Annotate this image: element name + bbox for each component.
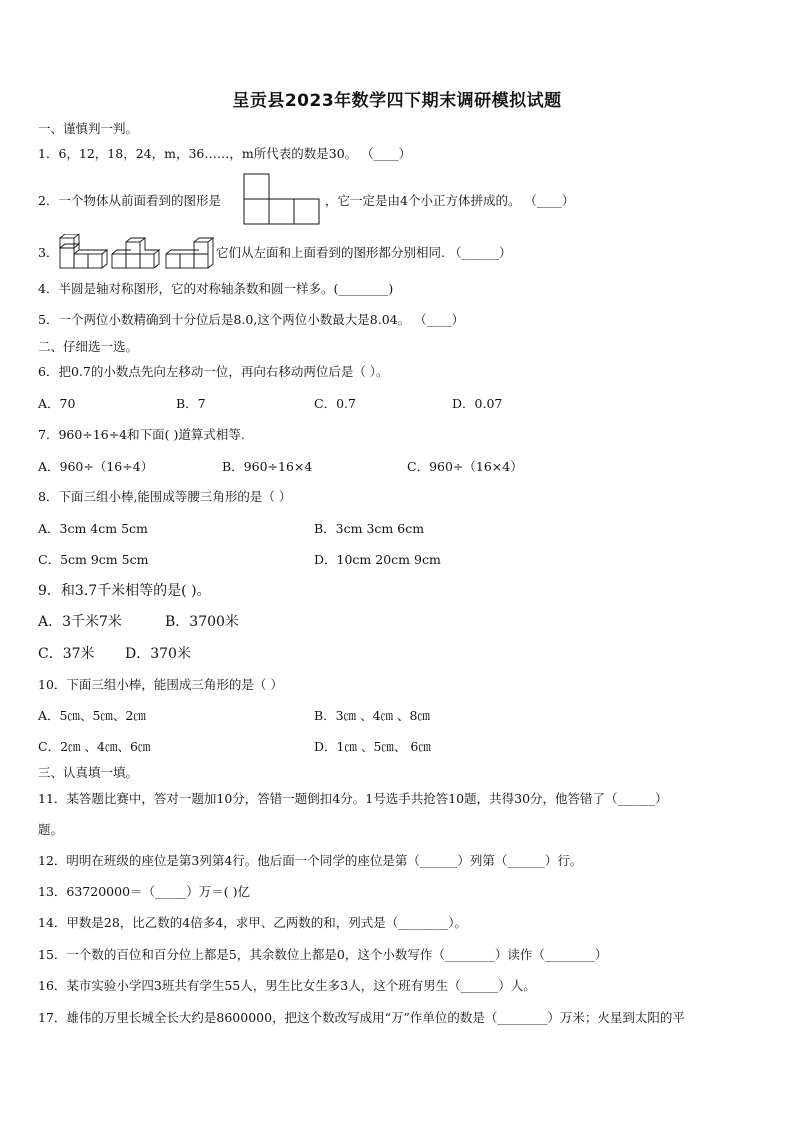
- q10-option-b: B．3㎝ 、4㎝ 、8㎝: [314, 708, 430, 723]
- question-8: 8．下面三组小棒,能围成等腰三角形的是（ ）: [38, 489, 292, 504]
- section-heading-1: 一、谨慎判一判。: [38, 121, 139, 136]
- question-11-line-2: 题。: [38, 822, 64, 837]
- question-11-line-1: 11．某答题比赛中，答对一题加10分，答错一题倒扣4分。1号选手共抢答10题，共得30分，他答错了（______）: [38, 791, 668, 806]
- q8-option-b: B．3cm 3cm 6cm: [314, 521, 425, 536]
- question-10: 10．下面三组小棒，能围成三角形的是（ ）: [38, 677, 283, 692]
- section-heading-2: 二、仔细选一选。: [38, 339, 139, 354]
- question-9: 9．和3.7千米相等的是( )。: [38, 583, 211, 599]
- q6-option-c: C．0.7: [314, 396, 356, 411]
- q10-option-a: A．5㎝、5㎝、2㎝: [38, 708, 146, 723]
- question-17: 17．雄伟的万里长城全长大约是8600000，把这个数改写成用“万”作单位的数是（________）万米；火星到太阳的平: [38, 1010, 685, 1025]
- question-14: 14．甲数是28，比乙数的4倍多4，求甲、乙两数的和，列式是（________）。: [38, 915, 467, 930]
- front-view-figure: [243, 173, 323, 225]
- q10-option-c: C．2㎝ 、4㎝、6㎝: [38, 739, 151, 754]
- q6-option-d: D．0.07: [452, 396, 503, 411]
- question-6: 6．把0.7的小数点先向左移动一位，再向右移动两位后是（ ）。: [38, 364, 389, 379]
- q8-option-d: D．10cm 20cm 9cm: [314, 552, 441, 567]
- q9-option-d: D．370米: [125, 646, 191, 662]
- cube-stacks-figure: [58, 234, 216, 270]
- q10-option-d: D．1㎝ 、5㎝、 6㎝: [314, 739, 431, 754]
- question-12: 12．明明在班级的座位是第3列第4行。他后面一个同学的座位是第（______）列第（______）行。: [38, 853, 583, 868]
- q8-option-a: A．3cm 4cm 5cm: [38, 521, 148, 536]
- question-4: 4．半圆是轴对称图形，它的对称轴条数和圆一样多。(________): [38, 281, 394, 296]
- q9-option-b: B．3700米: [165, 614, 239, 630]
- q7-option-c: C．960÷（16×4）: [407, 459, 523, 474]
- question-5: 5．一个两位小数精确到十分位后是8.0,这个两位小数最大是8.04。 （____）: [38, 312, 465, 327]
- question-3-text: 它们从左面和上面看到的图形都分别相同. （______）: [216, 245, 512, 260]
- question-2-part-a: 2．一个物体从前面看到的图形是: [38, 193, 221, 208]
- question-7: 7．960÷16÷4和下面( )道算式相等.: [38, 427, 245, 442]
- question-3-number: 3．: [38, 245, 59, 260]
- q6-option-b: B．7: [176, 396, 206, 411]
- question-16: 16．某市实验小学四3班共有学生55人，男生比女生多3人，这个班有男生（______）人。: [38, 978, 536, 993]
- q7-option-b: B．960÷16×4: [222, 459, 313, 474]
- question-13: 13．63720000＝（_____）万＝( )亿: [38, 884, 251, 899]
- q8-option-c: C．5cm 9cm 5cm: [38, 552, 149, 567]
- q9-option-c: C．37米: [38, 646, 95, 662]
- q6-option-a: A．70: [38, 396, 76, 411]
- q7-option-a: A．960÷（16÷4）: [38, 459, 154, 474]
- question-1: 1．6，12，18，24，m，36……，m所代表的数是30。 （____）: [38, 146, 412, 161]
- question-2-part-b: ，它一定是由4个小正方体拼成的。 （____）: [325, 193, 575, 208]
- q9-option-a: A．3千米7米: [38, 614, 122, 630]
- question-15: 15．一个数的百位和百分位上都是5，其余数位上都是0，这个小数写作（________）读作（________）: [38, 947, 608, 962]
- section-heading-3: 三、认真填一填。: [38, 765, 139, 780]
- page-title: 呈贡县2023年数学四下期末调研模拟试题: [232, 91, 562, 111]
